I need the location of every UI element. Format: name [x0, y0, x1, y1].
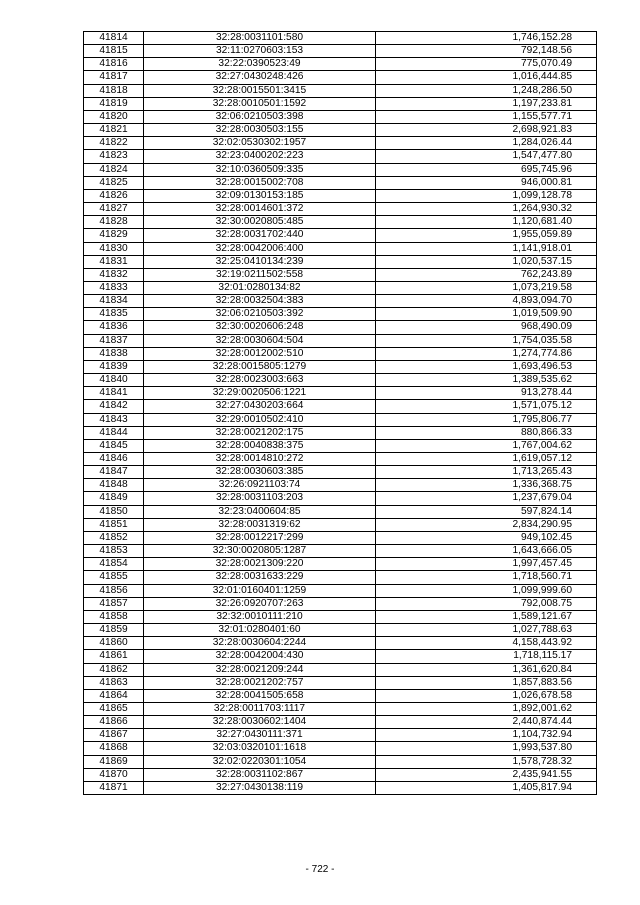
value-amount-cell: 1,104,732.94: [376, 729, 597, 742]
value-amount-cell: 949,102.45: [376, 531, 597, 544]
value-amount-cell: 946,000.81: [376, 176, 597, 189]
table-row: [84, 150, 597, 163]
row-number-cell: 41832: [84, 268, 144, 281]
table-row: [84, 97, 597, 110]
value-amount-cell: 1,795,806.77: [376, 413, 597, 426]
value-amount-cell: 968,490.09: [376, 321, 597, 334]
cadastral-number-cell: 32:28:0031101:580: [144, 32, 376, 45]
value-amount-cell: 1,589,121.67: [376, 610, 597, 623]
value-amount-cell: 1,892,001.62: [376, 702, 597, 715]
value-amount-cell: 1,754,035.58: [376, 334, 597, 347]
table-row: [84, 137, 597, 150]
cadastral-number-cell: 32:28:0030604:504: [144, 334, 376, 347]
row-number-cell: 41870: [84, 768, 144, 781]
table-row: [84, 676, 597, 689]
cadastral-number-cell: 32:23:0400604:85: [144, 505, 376, 518]
value-amount-cell: 1,578,728.32: [376, 755, 597, 768]
value-amount-cell: 1,264,930.32: [376, 203, 597, 216]
value-amount-cell: 1,141,918.01: [376, 242, 597, 255]
row-number-cell: 41869: [84, 755, 144, 768]
row-number-cell: 41825: [84, 176, 144, 189]
row-number-cell: 41815: [84, 45, 144, 58]
value-amount-cell: 1,027,788.63: [376, 624, 597, 637]
value-amount-cell: 1,993,537.80: [376, 742, 597, 755]
row-number-cell: 41843: [84, 413, 144, 426]
row-number-cell: 41834: [84, 295, 144, 308]
table-row: [84, 624, 597, 637]
table-row: [84, 742, 597, 755]
row-number-cell: 41838: [84, 347, 144, 360]
table-row: [84, 268, 597, 281]
row-number-cell: 41821: [84, 124, 144, 137]
value-amount-cell: 1,019,509.90: [376, 308, 597, 321]
row-number-cell: 41857: [84, 597, 144, 610]
table-row: [84, 110, 597, 123]
row-number-cell: 41856: [84, 584, 144, 597]
row-number-cell: 41831: [84, 255, 144, 268]
table-body: [84, 32, 597, 795]
row-number-cell: 41844: [84, 426, 144, 439]
row-number-cell: 41867: [84, 729, 144, 742]
value-amount-cell: 1,099,128.78: [376, 189, 597, 202]
value-amount-cell: 695,745.96: [376, 163, 597, 176]
cadastral-number-cell: 32:28:0032504:383: [144, 295, 376, 308]
table-row: [84, 426, 597, 439]
cadastral-number-cell: 32:28:0031103:203: [144, 492, 376, 505]
row-number-cell: 41842: [84, 400, 144, 413]
cadastral-number-cell: 32:30:0020805:485: [144, 216, 376, 229]
cadastral-number-cell: 32:28:0040838:375: [144, 439, 376, 452]
table-row: [84, 176, 597, 189]
row-number-cell: 41829: [84, 229, 144, 242]
cadastral-number-cell: 32:27:0430138:119: [144, 781, 376, 794]
table-row: [84, 58, 597, 71]
value-amount-cell: 880,866.33: [376, 426, 597, 439]
row-number-cell: 41850: [84, 505, 144, 518]
table-row: [84, 163, 597, 176]
cadastral-number-cell: 32:28:0015805:1279: [144, 360, 376, 373]
value-amount-cell: 1,746,152.28: [376, 32, 597, 45]
value-amount-cell: 1,155,577.71: [376, 110, 597, 123]
value-amount-cell: 1,389,535.62: [376, 374, 597, 387]
row-number-cell: 41848: [84, 479, 144, 492]
cadastral-number-cell: 32:32:0010111:210: [144, 610, 376, 623]
table-row: [84, 466, 597, 479]
cadastral-number-cell: 32:28:0014810:272: [144, 453, 376, 466]
cadastral-number-cell: 32:28:0012217:299: [144, 531, 376, 544]
table-row: [84, 124, 597, 137]
cadastral-number-cell: 32:28:0015501:3415: [144, 84, 376, 97]
cadastral-number-cell: 32:28:0011703:1117: [144, 702, 376, 715]
row-number-cell: 41861: [84, 650, 144, 663]
table-row: [84, 702, 597, 715]
cadastral-number-cell: 32:09:0130153:185: [144, 189, 376, 202]
cadastral-number-cell: 32:01:0280134:82: [144, 281, 376, 294]
cadastral-number-cell: 32:28:0021209:244: [144, 663, 376, 676]
row-number-cell: 41852: [84, 531, 144, 544]
row-number-cell: 41846: [84, 453, 144, 466]
cadastral-number-cell: 32:26:0921103:74: [144, 479, 376, 492]
table-row: [84, 663, 597, 676]
value-amount-cell: 1,643,666.05: [376, 545, 597, 558]
table-row: [84, 203, 597, 216]
row-number-cell: 41871: [84, 781, 144, 794]
table-row: [84, 571, 597, 584]
table-row: [84, 32, 597, 45]
table-row: [84, 216, 597, 229]
cadastral-number-cell: 32:28:0021202:757: [144, 676, 376, 689]
cadastral-number-cell: 32:26:0920707:263: [144, 597, 376, 610]
row-number-cell: 41845: [84, 439, 144, 452]
table-row: [84, 413, 597, 426]
table-row: [84, 492, 597, 505]
cadastral-number-cell: 32:28:0042004:430: [144, 650, 376, 663]
value-amount-cell: 913,278.44: [376, 387, 597, 400]
table-row: [84, 71, 597, 84]
cadastral-number-cell: 32:28:0030503:155: [144, 124, 376, 137]
table-row: [84, 45, 597, 58]
value-amount-cell: 1,120,681.40: [376, 216, 597, 229]
row-number-cell: 41865: [84, 702, 144, 715]
cadastral-number-cell: 32:02:0530302:1957: [144, 137, 376, 150]
value-amount-cell: 792,148.56: [376, 45, 597, 58]
value-amount-cell: 597,824.14: [376, 505, 597, 518]
table-row: [84, 400, 597, 413]
row-number-cell: 41849: [84, 492, 144, 505]
table-row: [84, 597, 597, 610]
cadastral-number-cell: 32:03:0320101:1618: [144, 742, 376, 755]
table-row: [84, 545, 597, 558]
value-amount-cell: 1,619,057.12: [376, 453, 597, 466]
row-number-cell: 41827: [84, 203, 144, 216]
table-row: [84, 781, 597, 794]
cadastral-number-cell: 32:28:0031102:867: [144, 768, 376, 781]
value-amount-cell: 1,857,883.56: [376, 676, 597, 689]
row-number-cell: 41854: [84, 558, 144, 571]
row-number-cell: 41823: [84, 150, 144, 163]
cadastral-number-cell: 32:28:0014601:372: [144, 203, 376, 216]
table-row: [84, 505, 597, 518]
table-row: [84, 334, 597, 347]
table-row: [84, 584, 597, 597]
row-number-cell: 41818: [84, 84, 144, 97]
cadastral-number-cell: 32:29:0010502:410: [144, 413, 376, 426]
table-row: [84, 768, 597, 781]
cadastral-number-cell: 32:28:0023003:663: [144, 374, 376, 387]
row-number-cell: 41862: [84, 663, 144, 676]
table-row: [84, 479, 597, 492]
row-number-cell: 41859: [84, 624, 144, 637]
cadastral-number-cell: 32:27:0430111:371: [144, 729, 376, 742]
value-amount-cell: 1,237,679.04: [376, 492, 597, 505]
row-number-cell: 41851: [84, 518, 144, 531]
row-number-cell: 41839: [84, 360, 144, 373]
value-amount-cell: 762,243.89: [376, 268, 597, 281]
cadastral-number-cell: 32:01:0160401:1259: [144, 584, 376, 597]
cadastral-number-cell: 32:01:0280401:60: [144, 624, 376, 637]
row-number-cell: 41822: [84, 137, 144, 150]
table-row: [84, 531, 597, 544]
value-amount-cell: 1,571,075.12: [376, 400, 597, 413]
table-row: [84, 637, 597, 650]
page-number: - 722 -: [305, 864, 335, 875]
row-number-cell: 41847: [84, 466, 144, 479]
value-amount-cell: 1,016,444.85: [376, 71, 597, 84]
cadastral-number-cell: 32:28:0042006:400: [144, 242, 376, 255]
cadastral-number-cell: 32:27:0430248:426: [144, 71, 376, 84]
cadastral-number-cell: 32:28:0030603:385: [144, 466, 376, 479]
value-amount-cell: 4,893,094.70: [376, 295, 597, 308]
table-row: [84, 281, 597, 294]
value-amount-cell: 1,693,496.53: [376, 360, 597, 373]
row-number-cell: 41836: [84, 321, 144, 334]
table-row: [84, 374, 597, 387]
value-amount-cell: 1,336,368.75: [376, 479, 597, 492]
row-number-cell: 41814: [84, 32, 144, 45]
row-number-cell: 41863: [84, 676, 144, 689]
cadastral-number-cell: 32:28:0031702:440: [144, 229, 376, 242]
value-amount-cell: 1,997,457.45: [376, 558, 597, 571]
row-number-cell: 41833: [84, 281, 144, 294]
table-row: [84, 689, 597, 702]
table-row: [84, 716, 597, 729]
table-row: [84, 84, 597, 97]
value-amount-cell: 1,955,059.89: [376, 229, 597, 242]
table-row: [84, 558, 597, 571]
table-row: [84, 321, 597, 334]
cadastral-number-cell: 32:30:0020805:1287: [144, 545, 376, 558]
table-row: [84, 229, 597, 242]
cadastral-number-cell: 32:28:0030604:2244: [144, 637, 376, 650]
value-amount-cell: 1,274,774.86: [376, 347, 597, 360]
value-amount-cell: 1,026,678.58: [376, 689, 597, 702]
table-row: [84, 242, 597, 255]
cadastral-value-table: [83, 31, 597, 795]
value-amount-cell: 1,547,477.80: [376, 150, 597, 163]
cadastral-number-cell: 32:28:0015002:708: [144, 176, 376, 189]
row-number-cell: 41853: [84, 545, 144, 558]
value-amount-cell: 1,713,265.43: [376, 466, 597, 479]
cadastral-number-cell: 32:28:0021309:220: [144, 558, 376, 571]
cadastral-number-cell: 32:29:0020506:1221: [144, 387, 376, 400]
value-amount-cell: 1,405,817.94: [376, 781, 597, 794]
value-amount-cell: 792,008.75: [376, 597, 597, 610]
row-number-cell: 41855: [84, 571, 144, 584]
row-number-cell: 41837: [84, 334, 144, 347]
table-row: [84, 189, 597, 202]
value-amount-cell: 775,070.49: [376, 58, 597, 71]
value-amount-cell: 1,073,219.58: [376, 281, 597, 294]
row-number-cell: 41819: [84, 97, 144, 110]
value-amount-cell: 1,099,999.60: [376, 584, 597, 597]
table-row: [84, 360, 597, 373]
table-row: [84, 387, 597, 400]
cadastral-number-cell: 32:28:0031319:62: [144, 518, 376, 531]
cadastral-number-cell: 32:19:0211502:558: [144, 268, 376, 281]
row-number-cell: 41866: [84, 716, 144, 729]
cadastral-number-cell: 32:27:0430203:664: [144, 400, 376, 413]
cadastral-number-cell: 32:06:0210503:398: [144, 110, 376, 123]
row-number-cell: 41835: [84, 308, 144, 321]
value-amount-cell: 1,718,560.71: [376, 571, 597, 584]
row-number-cell: 41816: [84, 58, 144, 71]
table-row: [84, 729, 597, 742]
table-row: [84, 610, 597, 623]
table-row: [84, 255, 597, 268]
row-number-cell: 41824: [84, 163, 144, 176]
row-number-cell: 41841: [84, 387, 144, 400]
table-row: [84, 755, 597, 768]
value-amount-cell: 1,020,537.15: [376, 255, 597, 268]
row-number-cell: 41830: [84, 242, 144, 255]
value-amount-cell: 2,435,941.55: [376, 768, 597, 781]
table-row: [84, 453, 597, 466]
value-amount-cell: 1,197,233.81: [376, 97, 597, 110]
cadastral-number-cell: 32:28:0012002:510: [144, 347, 376, 360]
cadastral-number-cell: 32:10:0360509:335: [144, 163, 376, 176]
row-number-cell: 41826: [84, 189, 144, 202]
row-number-cell: 41868: [84, 742, 144, 755]
value-amount-cell: 1,284,026.44: [376, 137, 597, 150]
cadastral-number-cell: 32:28:0010501:1592: [144, 97, 376, 110]
cadastral-number-cell: 32:23:0400202:223: [144, 150, 376, 163]
value-amount-cell: 1,718,115.17: [376, 650, 597, 663]
row-number-cell: 41820: [84, 110, 144, 123]
table-row: [84, 439, 597, 452]
value-amount-cell: 1,361,620.84: [376, 663, 597, 676]
cadastral-number-cell: 32:02:0220301:1054: [144, 755, 376, 768]
table-row: [84, 308, 597, 321]
table-row: [84, 295, 597, 308]
cadastral-number-cell: 32:30:0020606:248: [144, 321, 376, 334]
value-amount-cell: 1,767,004.62: [376, 439, 597, 452]
cadastral-number-cell: 32:28:0041505:658: [144, 689, 376, 702]
row-number-cell: 41817: [84, 71, 144, 84]
row-number-cell: 41864: [84, 689, 144, 702]
row-number-cell: 41858: [84, 610, 144, 623]
cadastral-number-cell: 32:11:0270603:153: [144, 45, 376, 58]
table-row: [84, 347, 597, 360]
value-amount-cell: 4,158,443.92: [376, 637, 597, 650]
cadastral-number-cell: 32:28:0030602:1404: [144, 716, 376, 729]
cadastral-number-cell: 32:06:0210503:392: [144, 308, 376, 321]
cadastral-number-cell: 32:28:0031633:229: [144, 571, 376, 584]
cadastral-number-cell: 32:22:0390523:49: [144, 58, 376, 71]
value-amount-cell: 2,834,290.95: [376, 518, 597, 531]
cadastral-number-cell: 32:28:0021202:175: [144, 426, 376, 439]
value-amount-cell: 1,248,286.50: [376, 84, 597, 97]
table-row: [84, 650, 597, 663]
row-number-cell: 41828: [84, 216, 144, 229]
value-amount-cell: 2,440,874.44: [376, 716, 597, 729]
value-amount-cell: 2,698,921.83: [376, 124, 597, 137]
table-row: [84, 518, 597, 531]
row-number-cell: 41860: [84, 637, 144, 650]
row-number-cell: 41840: [84, 374, 144, 387]
cadastral-number-cell: 32:25:0410134:239: [144, 255, 376, 268]
